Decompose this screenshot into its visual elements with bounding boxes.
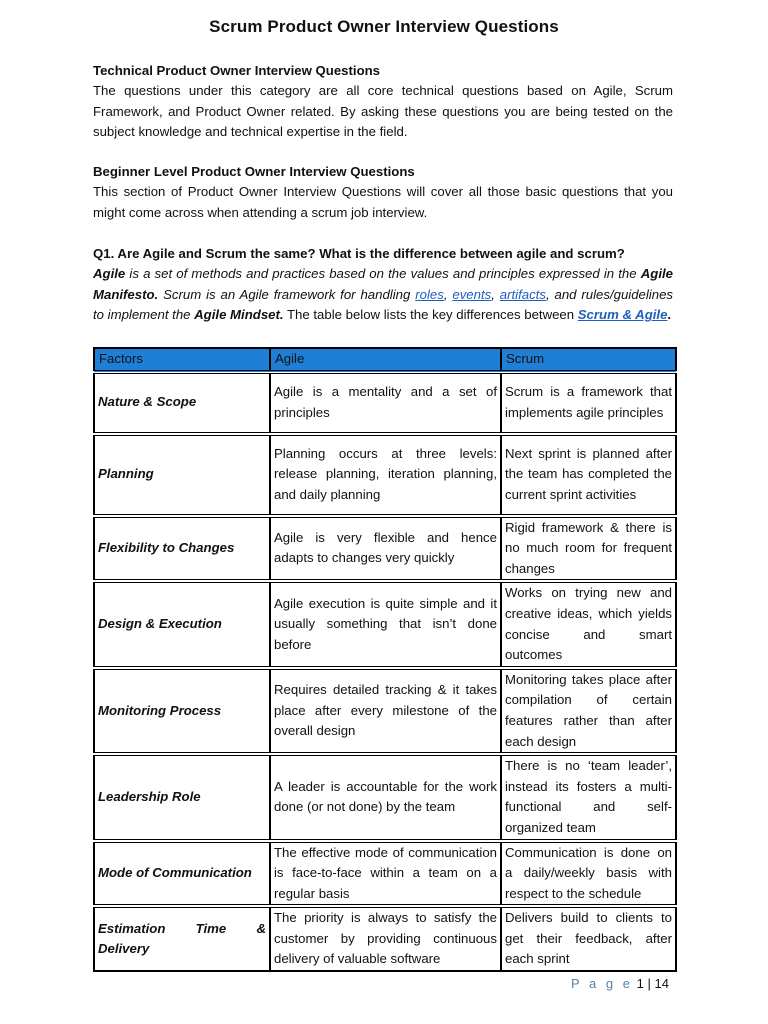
artifacts-link[interactable]: artifacts [499, 286, 546, 302]
factor-cell: Flexibility to Changes [94, 516, 270, 582]
page-label: P a g e [571, 976, 633, 991]
agile-cell: Agile execution is quite simple and it usually something that isn’t done before [270, 581, 501, 667]
factor-cell: Monitoring Process [94, 668, 270, 754]
factor-cell: Nature & Scope [94, 372, 270, 434]
factor-cell: Planning [94, 434, 270, 516]
scrum-agile-link[interactable]: Scrum & Agile [577, 307, 668, 323]
technical-body: The questions under this category are all core technical questions based on Agile, Scrum Framework, and Product Owner related. By asking these questions you are being tested on the subject knowledge and technical expertise in the field. [93, 83, 673, 140]
q1-text-part1: is a set of methods and practices based on the values and principles expressed in the [125, 266, 641, 281]
q1-text-part4: The table below lists the key differences between [283, 307, 578, 323]
q1-agile-term: Agile [93, 266, 126, 281]
q1-sep2: , [491, 286, 500, 302]
table-row [94, 668, 676, 754]
q1-answer [93, 264, 673, 326]
agile-cell: The priority is always to satisfy the customer by providing continuous delivery of valuable software [270, 906, 501, 971]
table-row [94, 516, 676, 582]
agile-cell: A leader is accountable for the work done (or not done) by the team [270, 754, 501, 840]
factor-cell: Mode of Communication [94, 841, 270, 907]
agile-cell: Agile is a mentality and a set of principles [270, 372, 501, 434]
technical-heading: Technical Product Owner Interview Questions [93, 63, 381, 78]
header-scrum: Scrum [501, 348, 676, 372]
q1-text-part3: , and rules/guidelines to implement the [93, 286, 674, 323]
scrum-cell: Delivers build to clients to get their feedback, after each sprint [501, 906, 676, 971]
page-total: 14 [654, 976, 669, 991]
agile-cell: The effective mode of communication is face-to-face within a team on a regular basis [270, 841, 501, 907]
beginner-body: This section of Product Owner Interview Questions will cover all those basic questions that you might come across when attending a scrum job interview. [93, 184, 673, 220]
scrum-cell: There is no ‘team leader’, instead its fosters a multi-functional and self-organized team [501, 754, 676, 840]
factor-cell: Leadership Role [94, 754, 270, 840]
table-row [94, 372, 676, 434]
events-link[interactable]: events [452, 286, 492, 302]
beginner-heading: Beginner Level Product Owner Interview Questions [93, 164, 415, 179]
scrum-cell: Scrum is a framework that implements agile principles [501, 372, 676, 434]
scrum-cell: Next sprint is planned after the team has completed the current sprint activities [501, 434, 676, 516]
q1-mindset: Agile Mindset. [194, 307, 284, 323]
factor-cell: Estimation Time & Delivery [94, 906, 270, 971]
page-footer [571, 976, 669, 991]
table-row [94, 434, 676, 516]
page-separator: | [647, 976, 651, 991]
q1-manifesto: Agile Manifesto. [93, 266, 673, 302]
factor-cell: Design & Execution [94, 581, 270, 667]
table-row [94, 841, 676, 907]
scrum-cell: Communication is done on a daily/weekly basis with respect to the schedule [501, 841, 676, 907]
table-row [94, 581, 676, 667]
header-factors: Factors [94, 348, 270, 372]
table-row [94, 906, 676, 971]
scrum-cell: Works on trying new and creative ideas, which yields concise and smart outcomes [501, 581, 676, 667]
header-agile: Agile [270, 348, 501, 372]
table-row [94, 754, 676, 840]
page-number: 1 [636, 976, 644, 991]
scrum-cell: Rigid framework & there is no much room for frequent changes [501, 516, 676, 582]
q1-end: . [667, 307, 672, 323]
scrum-cell: Monitoring takes place after compilation of certain features rather than after each design [501, 668, 676, 754]
q1-question: Q1. Are Agile and Scrum the same? What is the difference between agile and scrum? [93, 246, 625, 261]
page-title: Scrum Product Owner Interview Questions [209, 17, 559, 36]
q1-sep1: , [443, 286, 453, 302]
agile-cell: Planning occurs at three levels: release planning, iteration planning, and daily planning [270, 434, 501, 516]
table-header-row [94, 348, 676, 372]
agile-cell: Requires detailed tracking & it takes place after every milestone of the overall design [270, 668, 501, 754]
agile-cell: Agile is very flexible and hence adapts to changes very quickly [270, 516, 501, 582]
q1-text-part2: Scrum is an Agile framework for handling [158, 286, 416, 302]
roles-link[interactable]: roles [415, 286, 444, 302]
differences-table [93, 347, 677, 972]
